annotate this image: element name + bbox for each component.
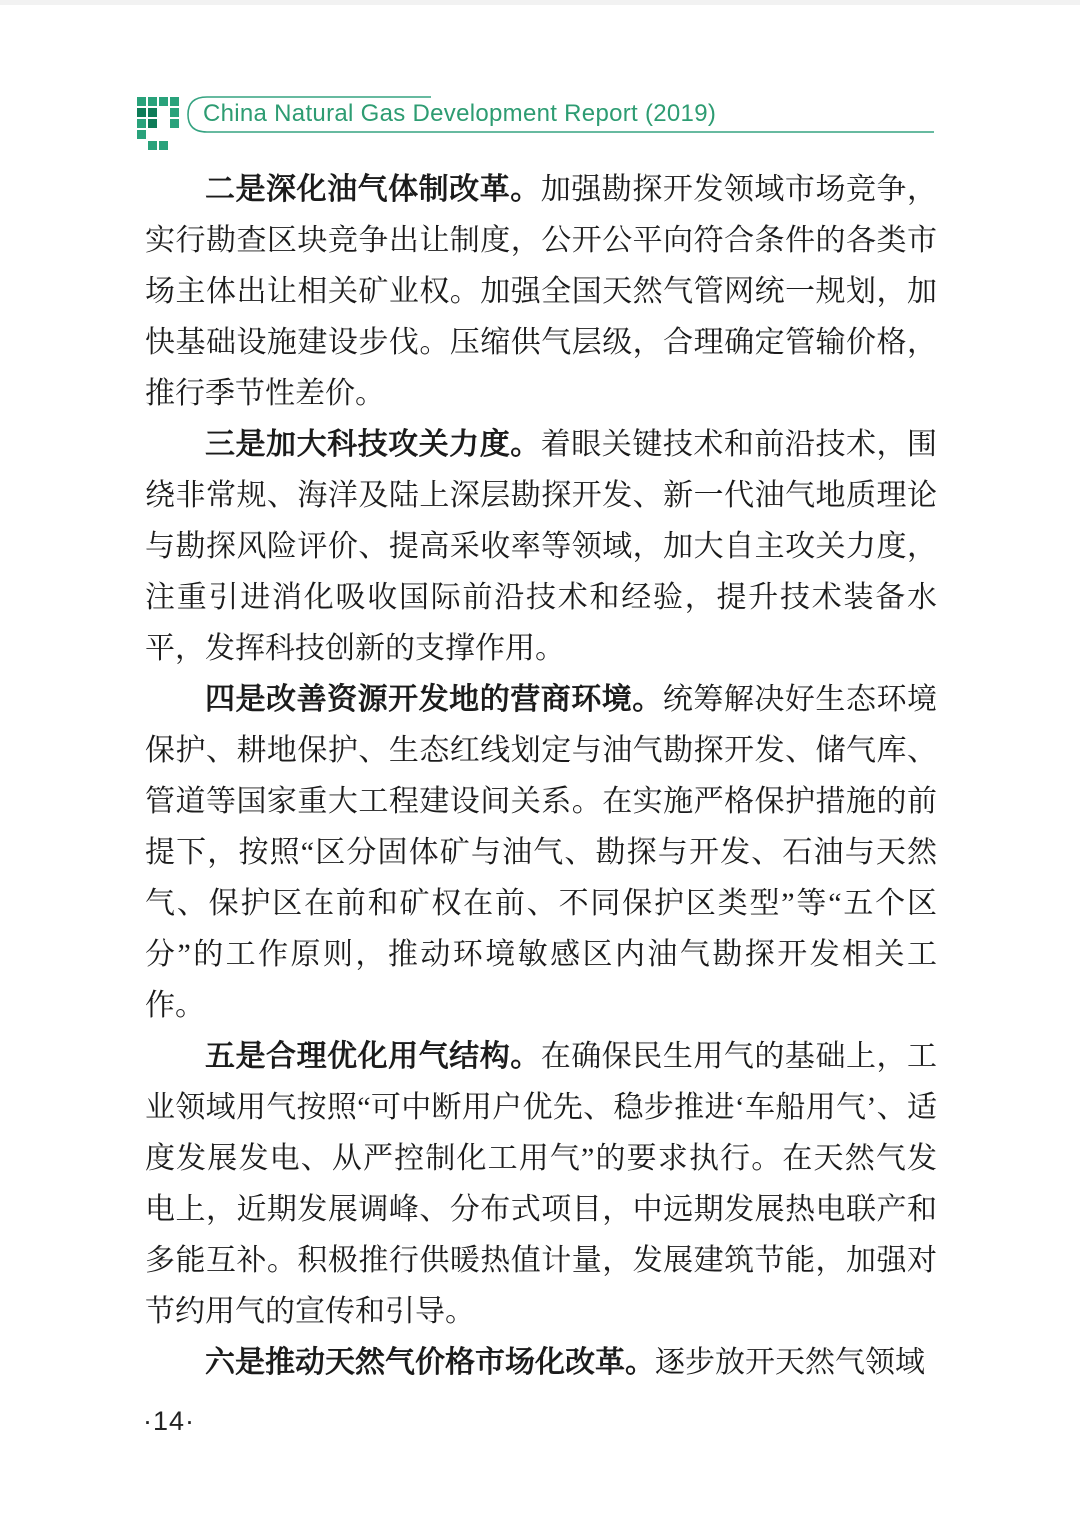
paragraph — [145, 419, 937, 674]
paragraph-lead: 三是加大科技攻关力度。 — [205, 428, 541, 461]
paragraph — [145, 164, 937, 419]
paragraph — [145, 674, 937, 1031]
report-title: China Natural Gas Development Report (2019) — [203, 100, 717, 127]
paragraph-lead: 四是改善资源开发地的营商环境。 — [205, 683, 663, 716]
paragraph — [145, 1031, 937, 1337]
paragraph-text: 加强勘探开发领域市场竞争，实行勘查区块竞争出让制度，公开公平向符合条件的各类市场主体出让相关矿业权。加强全国天然气管网统一规划，加快基础设施建设步伐。压缩供气层级，合理确定管输价格，推行季节性差价。 — [145, 173, 938, 410]
page-number: ·14· — [143, 1406, 196, 1436]
paragraph-text: 在确保民生用气的基础上，工业领域用气按照“可中断用户优先、稳步推进‘车船用气’、适度发展发电、从严控制化工用气”的要求执行。在天然气发电上，近期发展调峰、分布式项目，中远期发展热电联产和多能互补。积极推行供暖热值计量，发展建筑节能，加强对节约用气的宣传和引导。 — [145, 1040, 938, 1328]
paragraph — [145, 1337, 937, 1388]
scan-edge — [0, 0, 1080, 5]
document-body — [145, 164, 937, 1388]
paragraph-text: 着眼关键技术和前沿技术，围绕非常规、海洋及陆上深层勘探开发、新一代油气地质理论与勘探风险评价、提高采收率等领域，加大自主攻关力度，注重引进消化吸收国际前沿技术和经验，提升技术装备水平，发挥科技创新的支撑作用。 — [145, 428, 938, 665]
paragraph-lead: 六是推动天然气价格市场化改革。 — [205, 1346, 655, 1379]
paragraph-text: 逐步放开天然气领域 — [655, 1346, 925, 1379]
paragraph-lead: 五是合理优化用气结构。 — [205, 1040, 541, 1073]
paragraph-text: 统筹解决好生态环境保护、耕地保护、生态红线划定与油气勘探开发、储气库、管道等国家重大工程建设间关系。在实施严格保护措施的前提下，按照“区分固体矿与油气、勘探与开发、石油与天然气、保护区在前和矿权在前、不同保护区类型”等“五个区分”的工作原则，推动环境敏感区内油气勘探开发相关工作。 — [145, 683, 938, 1022]
paragraph-lead: 二是深化油气体制改革。 — [205, 173, 541, 206]
pixel-grid-logo-icon — [137, 97, 179, 150]
